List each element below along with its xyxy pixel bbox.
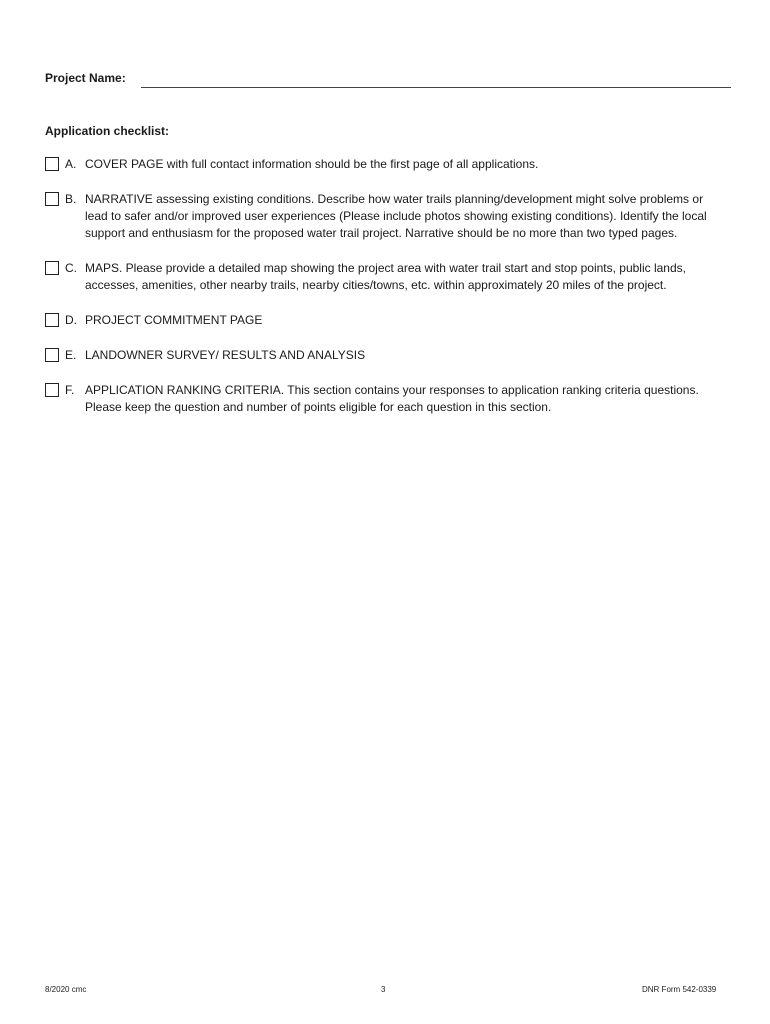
item-text: NARRATIVE assessing existing conditions. Describe how water trails planning/development might solve problems or lead to safer and/or improved user experiences (Please include photos showing existing conditions). Identify the local support and enthusiasm for the proposed water trail project. Narrative should be no more than two typed pages. xyxy=(85,192,707,240)
checkbox-d[interactable] xyxy=(45,313,59,327)
checkbox-e[interactable] xyxy=(45,348,59,362)
item-text: APPLICATION RANKING CRITERIA. This section contains your responses to application ranking criteria questions. Please keep the question and number of points eligible for each question in this section. xyxy=(85,383,699,414)
item-letter: C. xyxy=(65,261,77,275)
project-name-field[interactable] xyxy=(141,75,731,88)
item-text: PROJECT COMMITMENT PAGE xyxy=(85,313,263,327)
item-text: LANDOWNER SURVEY/ RESULTS AND ANALYSIS xyxy=(85,348,366,362)
checklist-item-d xyxy=(45,312,735,329)
project-name-row xyxy=(45,70,733,90)
checkbox-c[interactable] xyxy=(45,261,59,275)
item-letter: B. xyxy=(65,192,77,206)
checkbox-a[interactable] xyxy=(45,157,59,171)
item-letter: D. xyxy=(65,313,77,327)
application-checklist xyxy=(45,156,735,416)
checklist-item-e xyxy=(45,347,735,364)
item-text: COVER PAGE with full contact information should be the first page of all applications. xyxy=(85,157,539,171)
item-letter: F. xyxy=(65,383,75,397)
checklist-item-f xyxy=(45,382,735,416)
footer-date: 8/2020 cmc xyxy=(45,985,87,994)
footer-page-number: 3 xyxy=(381,985,386,994)
item-letter: A. xyxy=(65,157,77,171)
checklist-item-b xyxy=(45,191,735,242)
item-letter: E. xyxy=(65,348,77,362)
footer-form-number: DNR Form 542-0339 xyxy=(642,985,717,994)
checklist-heading: Application checklist: xyxy=(45,124,170,138)
item-text: MAPS. Please provide a detailed map showing the project area with water trail start and stop points, public lands, accesses, amenities, other nearby trails, nearby cities/towns, etc. within approximately 20 miles of the project. xyxy=(85,261,686,292)
project-name-label: Project Name: xyxy=(45,71,126,85)
checkbox-b[interactable] xyxy=(45,192,59,206)
checkbox-f[interactable] xyxy=(45,383,59,397)
checklist-item-a xyxy=(45,156,735,173)
checklist-item-c xyxy=(45,260,735,294)
